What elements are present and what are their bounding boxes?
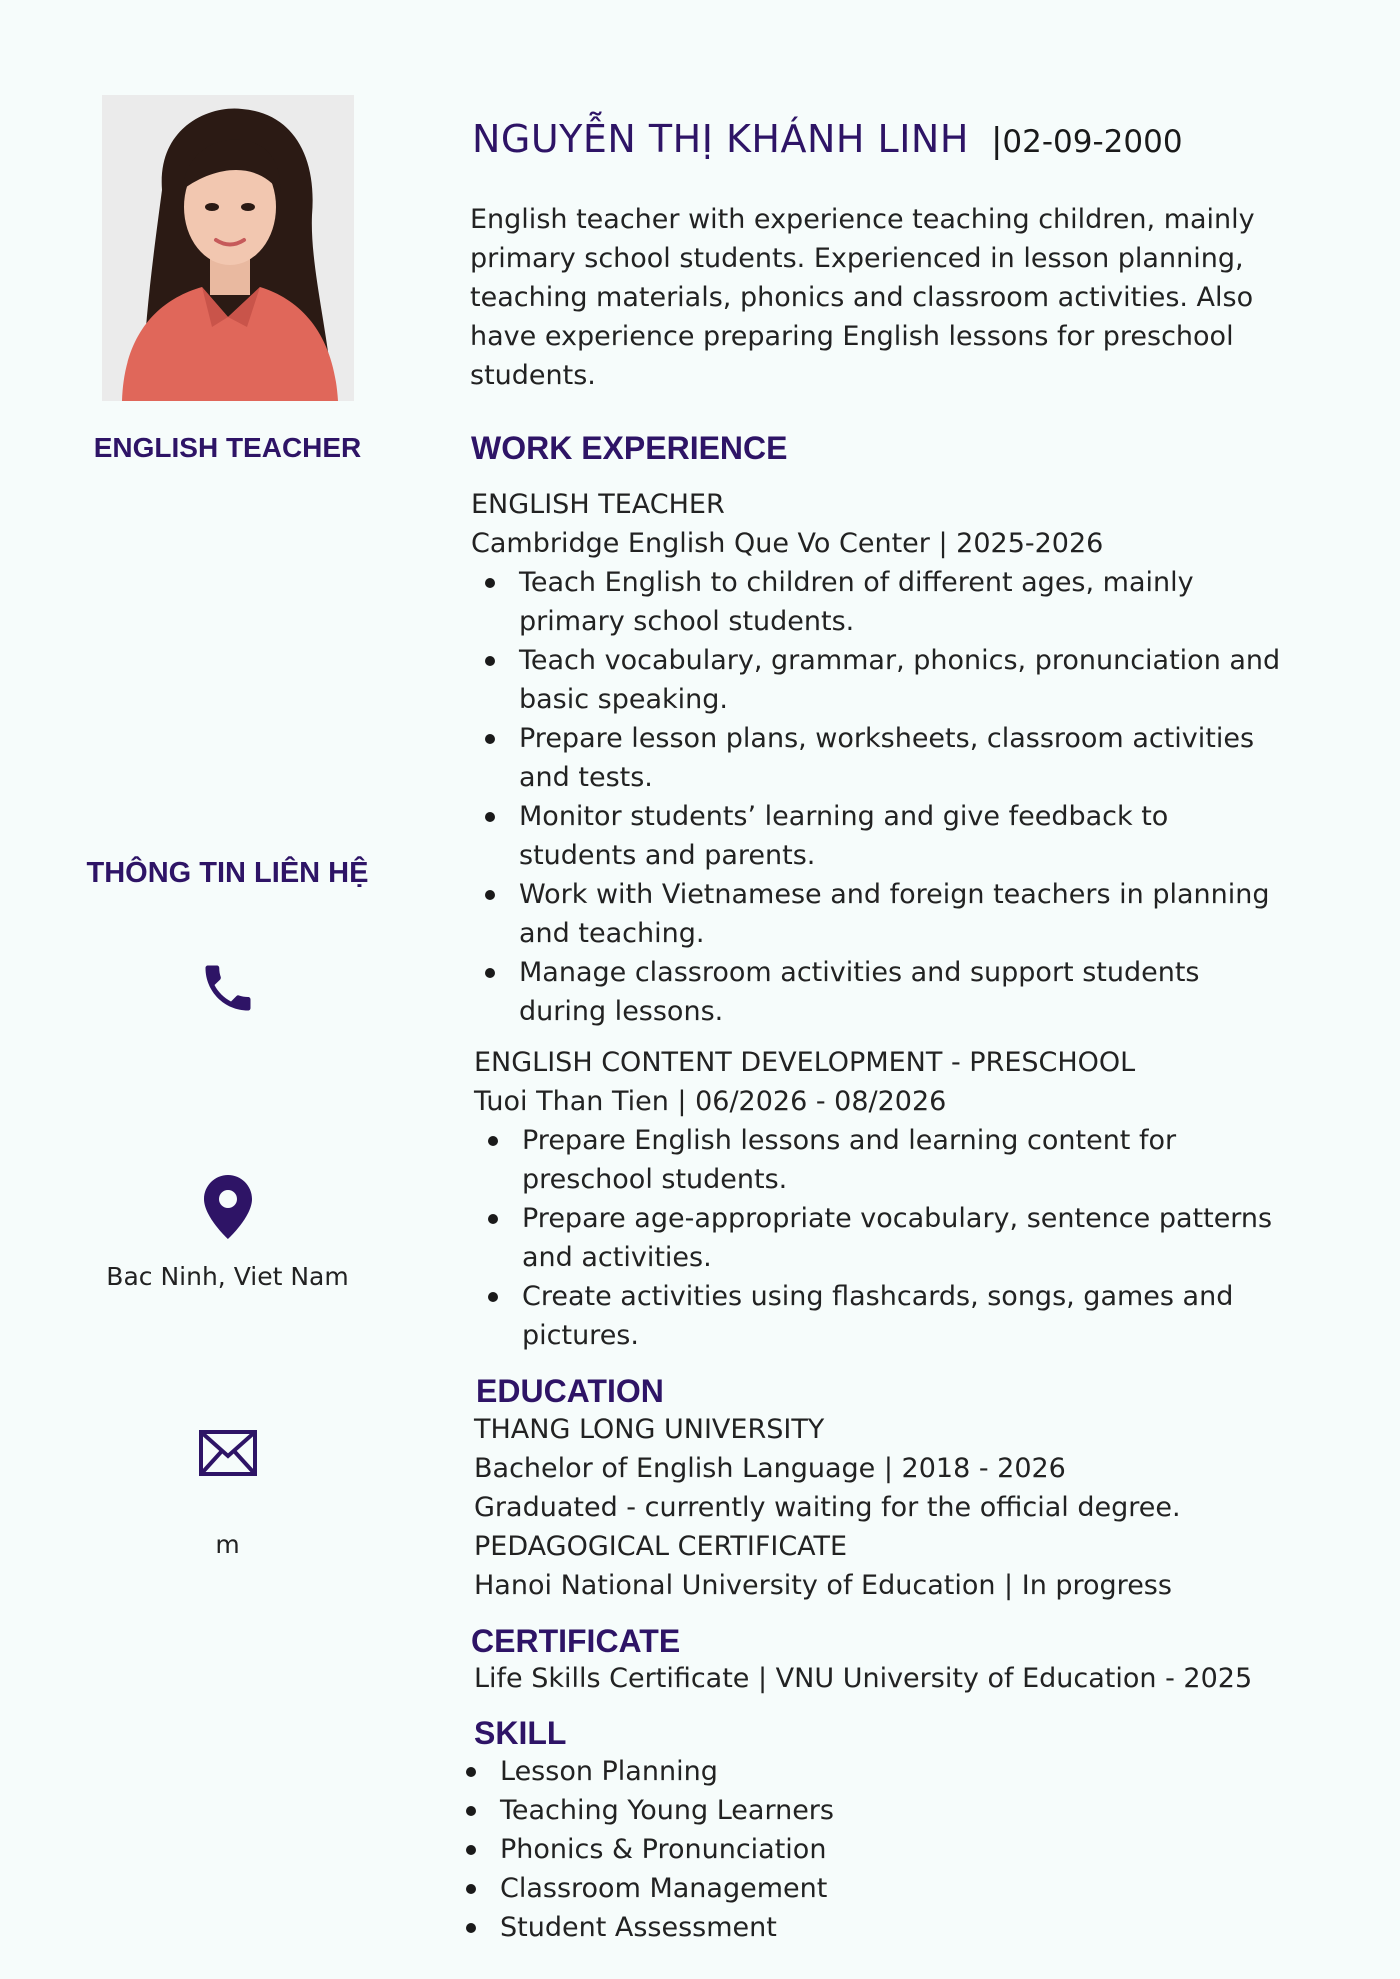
list-item: Lesson Planning <box>452 1752 1152 1791</box>
education-line: Graduated - currently waiting for the official degree. <box>474 1492 1181 1523</box>
location-pin-icon <box>178 1175 278 1239</box>
work-experience-heading: WORK EXPERIENCE <box>471 430 788 466</box>
education-line: Hanoi National University of Education | In progress <box>474 1570 1172 1601</box>
job-role: ENGLISH CONTENT DEVELOPMENT - PRESCHOOL <box>474 1047 1136 1078</box>
name-line <box>472 117 1352 161</box>
list-item: Prepare age-appropriate vocabulary, sentence patterns and activities. <box>474 1199 1294 1277</box>
date-of-birth: 02-09-2000 <box>1002 124 1183 160</box>
mail-icon <box>178 1430 278 1478</box>
skill-list <box>452 1752 1152 1947</box>
job-entry <box>474 1043 1294 1355</box>
skill-heading: SKILL <box>474 1715 567 1751</box>
job-entry <box>471 485 1291 1031</box>
education-heading: EDUCATION <box>476 1373 664 1409</box>
certificate-heading: CERTIFICATE <box>471 1623 681 1659</box>
education-line: PEDAGOGICAL CERTIFICATE <box>474 1531 848 1562</box>
full-name: NGUYỄN THỊ KHÁNH LINH <box>472 117 969 161</box>
list-item: Monitor students’ learning and give feedback to students and parents. <box>471 797 1291 875</box>
job-bullets <box>471 563 1291 1031</box>
list-item: Work with Vietnamese and foreign teachers in planning and teaching. <box>471 875 1291 953</box>
list-item: Student Assessment <box>452 1908 1152 1947</box>
list-item: Manage classroom activities and support students during lessons. <box>471 953 1291 1031</box>
list-item: Classroom Management <box>452 1869 1152 1908</box>
job-org: Cambridge English Que Vo Center | 2025-2026 <box>471 528 1104 559</box>
location-text: Bac Ninh, Viet Nam <box>106 1262 349 1291</box>
list-item: Prepare English lessons and learning content for preschool students. <box>474 1121 1294 1199</box>
certificate-line: Life Skills Certificate | VNU University of Education - 2025 <box>474 1663 1253 1694</box>
name-separator: | <box>990 121 1003 161</box>
list-item: Phonics & Pronunciation <box>452 1830 1152 1869</box>
job-org: Tuoi Than Tien | 06/2026 - 08/2026 <box>474 1086 947 1117</box>
list-item: Prepare lesson plans, worksheets, classroom activities and tests. <box>471 719 1291 797</box>
education-list <box>474 1410 1181 1605</box>
education-line: Bachelor of English Language | 2018 - 2026 <box>474 1453 1066 1484</box>
list-item: Teaching Young Learners <box>452 1791 1152 1830</box>
profile-photo <box>102 95 354 401</box>
phone-icon <box>178 958 278 1020</box>
job-bullets <box>474 1121 1294 1355</box>
list-item: Teach vocabulary, grammar, phonics, pronunciation and basic speaking. <box>471 641 1291 719</box>
contact-info-heading: THÔNG TIN LIÊN HỆ <box>86 857 369 889</box>
profile-summary: English teacher with experience teaching children, mainly primary school students. Experienced in lesson planning, teaching materials, phonics and classroom activities. Also have experience preparing English lessons for preschool students. <box>470 204 1255 391</box>
email-text: m <box>215 1530 240 1559</box>
job-role: ENGLISH TEACHER <box>471 489 725 520</box>
list-item: Teach English to children of different ages, mainly primary school students. <box>471 563 1291 641</box>
list-item: Create activities using flashcards, songs, games and pictures. <box>474 1277 1294 1355</box>
education-line: THANG LONG UNIVERSITY <box>474 1414 825 1445</box>
job-title: ENGLISH TEACHER <box>93 432 362 463</box>
